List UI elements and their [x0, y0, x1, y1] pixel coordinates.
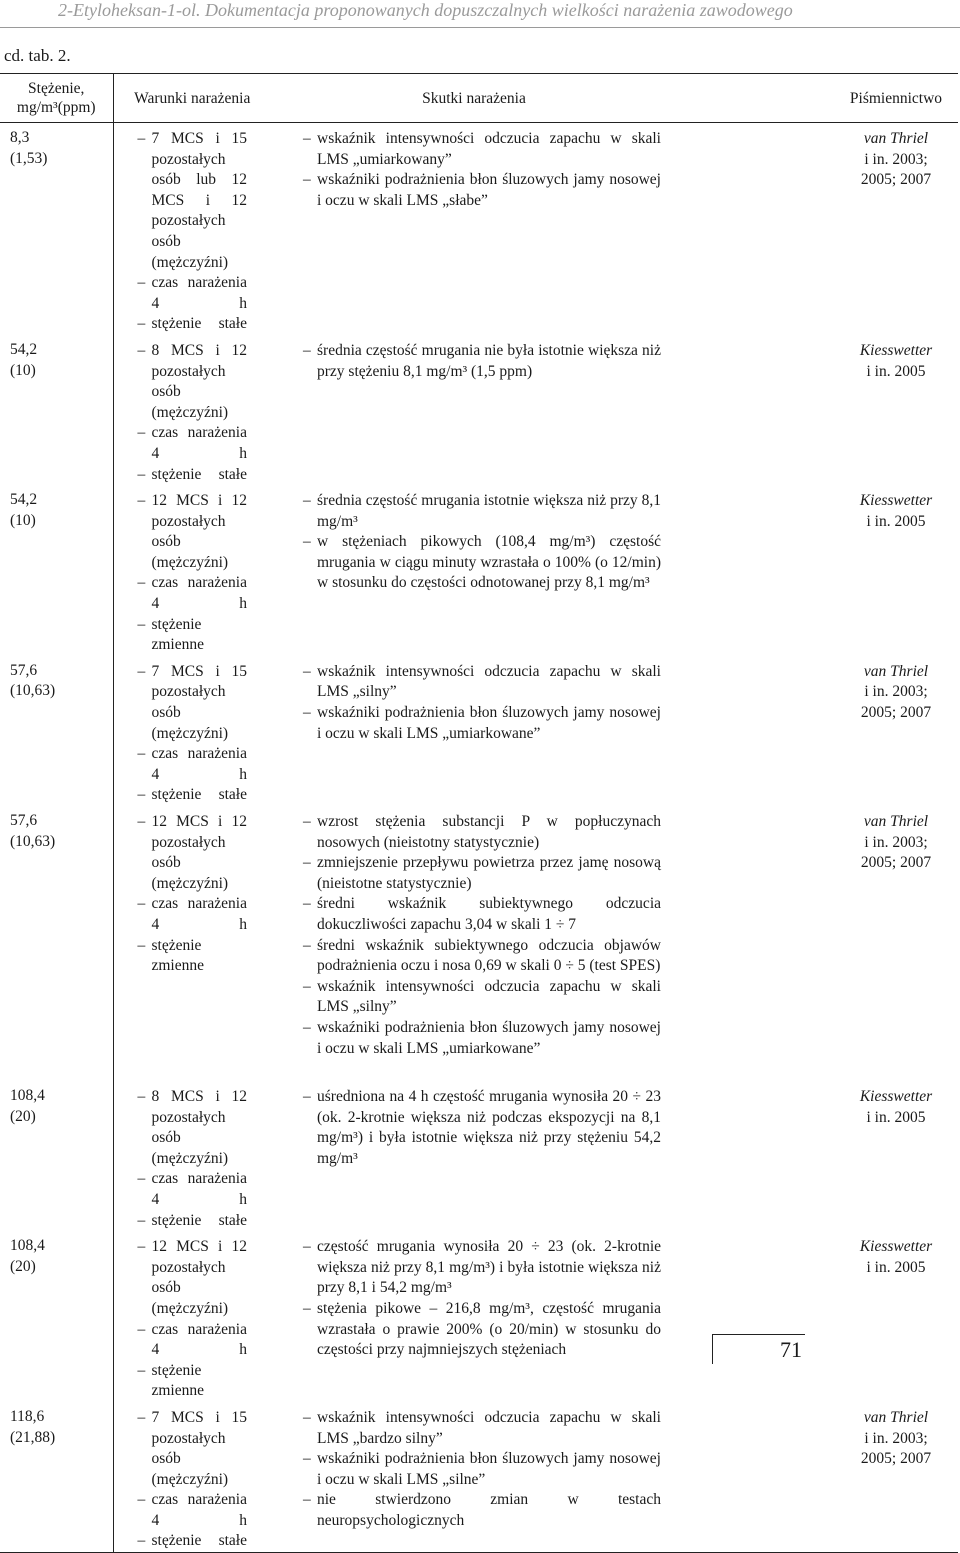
condition-text: stężenie stałe: [151, 786, 247, 804]
concentration-ppm: (10): [10, 361, 36, 379]
effect-item: [293, 1299, 661, 1361]
condition-item: [128, 1320, 248, 1361]
table-body: [0, 123, 958, 1553]
condition-text: 7 MCS i 15 pozostałych osób lub 12 MCS i 12 pozostałych osób (mężczyźni): [151, 130, 247, 271]
cell-effects: [271, 123, 677, 335]
effect-item: [293, 1449, 661, 1490]
condition-item: [128, 744, 248, 785]
dash-bullet: –: [137, 1088, 146, 1105]
effect-text: wskaźnik intensywności odczucia zapachu w skali LMS „bardzo silny”: [317, 1408, 661, 1447]
effect-text: wskaźniki podrażnienia błon śluzowych jamy nosowej i oczu w skali LMS „umiarkowane”: [317, 1018, 661, 1057]
dash-bullet: –: [137, 465, 146, 483]
dash-bullet: –: [137, 1532, 146, 1550]
effect-item: [293, 1018, 661, 1059]
condition-item: [128, 785, 248, 806]
table-row: [0, 485, 958, 656]
cell-concentration: [0, 656, 113, 806]
dash-bullet: –: [303, 895, 311, 913]
concentration-mg: 118,6: [10, 1407, 45, 1425]
effect-item: [293, 1408, 661, 1449]
cell-references: [677, 1402, 958, 1553]
condition-item: [128, 129, 248, 273]
cell-references: [677, 656, 958, 806]
dash-bullet: –: [303, 1491, 311, 1509]
cell-conditions: [113, 1081, 271, 1231]
effect-item: [293, 812, 661, 853]
header-conditions: Warunki narażenia: [113, 74, 271, 123]
dash-bullet: –: [137, 424, 146, 442]
dash-bullet: –: [303, 813, 311, 830]
condition-text: 12 MCS i 12 pozostałych osób (mężczyźni): [151, 813, 247, 892]
effect-item: [293, 129, 661, 170]
reference-author: Kiesswetter: [859, 1088, 933, 1105]
effect-text: wskaźnik intensywności odczucia zapachu w skali LMS „silny”: [317, 977, 661, 1016]
cell-concentration: [0, 485, 113, 656]
dash-bullet: –: [137, 341, 146, 359]
effect-item: [293, 662, 661, 703]
condition-item: [128, 573, 248, 614]
dash-bullet: –: [137, 574, 146, 592]
condition-text: czas narażenia 4 h: [151, 1320, 247, 1359]
reference-year: i in. 2005: [866, 512, 926, 530]
condition-item: [128, 491, 248, 573]
concentration-ppm: (20): [10, 1107, 36, 1125]
effect-text: wskaźnik intensywności odczucia zapachu w skali LMS „umiarkowany”: [317, 130, 661, 168]
cell-effects: [271, 485, 677, 656]
reference-year: i in. 2003;: [864, 150, 928, 168]
condition-text: stężenie stałe: [151, 1211, 247, 1229]
effect-item: [293, 532, 661, 594]
reference-author: Kiesswetter: [859, 492, 933, 510]
dash-bullet: –: [137, 1320, 146, 1338]
dash-bullet: –: [303, 854, 311, 872]
condition-text: 7 MCS i 15 pozostałych osób (mężczyźni): [151, 662, 247, 742]
dash-bullet: –: [303, 1018, 311, 1036]
cell-conditions: [113, 806, 271, 1081]
dash-bullet: –: [137, 274, 146, 292]
dash-bullet: –: [137, 936, 146, 954]
cell-conditions: [113, 485, 271, 656]
condition-item: [128, 1408, 248, 1490]
cell-references: [677, 123, 958, 335]
condition-text: czas narażenia 4 h: [151, 1170, 247, 1208]
condition-item: [128, 662, 248, 744]
concentration-ppm: (10): [10, 511, 36, 529]
cell-effects: [271, 335, 677, 485]
cell-concentration: [0, 806, 113, 1081]
effect-item: [293, 703, 661, 744]
cell-conditions: [113, 335, 271, 485]
concentration-ppm: (20): [10, 1257, 36, 1275]
header-concentration-line2: mg/m³(ppm): [16, 99, 96, 116]
condition-item: [128, 423, 248, 464]
effect-item: [293, 894, 661, 935]
cell-references: [677, 1081, 958, 1231]
effect-text: wskaźnik intensywności odczucia zapachu w skali LMS „silny”: [317, 662, 661, 701]
condition-item: [128, 1531, 248, 1552]
condition-item: [128, 1361, 248, 1402]
table-row: [0, 123, 958, 335]
condition-text: 7 MCS i 15 pozostałych osób (mężczyźni): [151, 1408, 247, 1488]
dash-bullet: –: [137, 1491, 146, 1509]
reference-author: van Thriel: [863, 662, 929, 680]
cell-conditions: [113, 1231, 271, 1402]
effect-text: średni wskaźnik subiektywnego odczucia dokuczliwości zapachu 3,04 w skali 1 ÷ 7: [317, 895, 661, 933]
header-rule: [0, 27, 960, 28]
condition-text: 12 MCS i 12 pozostałych osób (mężczyźni): [151, 492, 247, 571]
concentration-mg: 8,3: [10, 129, 30, 146]
concentration-ppm: (21,88): [10, 1428, 56, 1446]
concentration-ppm: (1,53): [10, 149, 48, 167]
condition-text: stężenie stałe: [151, 465, 247, 483]
dash-bullet: –: [303, 662, 311, 680]
condition-text: stężenie zmienne: [151, 1361, 205, 1400]
effect-text: częstość mrugania wynosiła 20 ÷ 23 (ok. 2-krotnie większa niż przy 8,1 mg/m³) i była istotnie większa niż przy 8,1 i 54,2 mg/m³: [317, 1238, 661, 1297]
header-references: [677, 74, 958, 123]
condition-text: stężenie zmienne: [151, 615, 205, 654]
header-concentration-line1: Stężenie,: [28, 80, 85, 97]
condition-item: [128, 273, 248, 314]
dash-bullet: –: [303, 1238, 311, 1256]
effect-item: [293, 491, 661, 532]
effect-text: nie stwierdzono zmian w testach neuropsychologicznych: [317, 1491, 661, 1529]
condition-item: [128, 1490, 248, 1531]
condition-item: [128, 936, 248, 977]
condition-item: [128, 615, 248, 656]
dash-bullet: –: [137, 1408, 146, 1426]
cell-conditions: [113, 656, 271, 806]
effect-item: [293, 1237, 661, 1299]
condition-item: [128, 341, 248, 423]
header-concentration: [0, 74, 113, 123]
effect-text: stężenia pikowe – 216,8 mg/m³, częstość mrugania wzrastała o prawie 200% (o 20/min) w stosunku do częstości przy najmniejszych stężeniach: [317, 1299, 661, 1359]
condition-text: stężenie stałe: [151, 315, 247, 333]
concentration-mg: 54,2: [10, 491, 38, 509]
dash-bullet: –: [137, 1238, 146, 1256]
cell-effects: [271, 1231, 677, 1402]
reference-year: i in. 2005: [866, 1108, 926, 1126]
concentration-mg: 108,4: [10, 1237, 45, 1255]
condition-text: stężenie zmienne: [151, 936, 205, 975]
table-row: [0, 335, 958, 485]
cell-conditions: [113, 123, 271, 335]
condition-text: czas narażenia 4 h: [151, 424, 247, 462]
table-caption: cd. tab. 2.: [4, 46, 71, 65]
cell-references: [677, 485, 958, 656]
dash-bullet: –: [137, 895, 146, 913]
page-number: [712, 1334, 805, 1364]
condition-text: czas narażenia 4 h: [151, 895, 247, 933]
table-header-row: [0, 74, 958, 123]
reference-year: 2005; 2007: [860, 171, 932, 189]
dash-bullet: –: [303, 1450, 311, 1468]
effect-text: wskaźniki podrażnienia błon śluzowych jamy nosowej i oczu w skali LMS „silne”: [317, 1450, 661, 1488]
dash-bullet: –: [137, 1361, 146, 1379]
page-number-text: 71: [780, 1337, 802, 1362]
effect-item: [293, 170, 661, 211]
reference-year: i in. 2003;: [864, 1429, 928, 1447]
effect-text: zmniejszenie przepływu powietrza przez jamę nosową (nieistotne statystycznie): [317, 854, 661, 892]
dash-bullet: –: [303, 1299, 311, 1317]
concentration-ppm: (10,63): [10, 682, 56, 700]
effect-text: uśredniona na 4 h częstość mrugania wynosiła 20 ÷ 23 (ok. 2-krotnie większa niż podczas ekspozycji na 8,1 mg/m³) i była istotnie większa niż przy stężeniu 54,2 mg/m³: [317, 1088, 661, 1167]
header-references-label: Piśmiennictwo: [849, 89, 943, 107]
effect-text: w stężeniach pikowych (108,4 mg/m³) częstość mrugania w ciągu minuty wzrastała o 100% (o 12/min) w stosunku do częstości odnotowanej przy 8,1 mg/m³: [317, 533, 661, 592]
table-row: [0, 1402, 958, 1553]
dash-bullet: –: [303, 936, 311, 954]
effect-text: średni wskaźnik subiektywnego odczucia objawów podrażnienia oczu i nosa 0,69 w skali 0 ÷ 5 (test SPES): [317, 936, 661, 975]
dash-bullet: –: [137, 786, 146, 804]
dash-bullet: –: [137, 662, 146, 680]
cell-concentration: [0, 335, 113, 485]
condition-item: [128, 1087, 248, 1169]
exposure-table: [0, 73, 958, 1553]
table-row: [0, 806, 958, 1081]
reference-author: Kiesswetter: [859, 341, 933, 359]
condition-text: czas narażenia 4 h: [151, 574, 247, 613]
dash-bullet: –: [303, 1088, 311, 1105]
reference-year: i in. 2003;: [864, 833, 928, 851]
effect-text: wskaźniki podrażnienia błon śluzowych jamy nosowej i oczu w skali LMS „słabe”: [317, 171, 661, 209]
cell-effects: [271, 656, 677, 806]
effect-item: [293, 936, 661, 977]
effect-text: średnia częstość mrugania istotnie większa niż przy 8,1 mg/m³: [317, 492, 661, 530]
condition-text: 8 MCS i 12 pozostałych osób (mężczyźni): [151, 1088, 247, 1167]
condition-item: [128, 1169, 248, 1210]
condition-item: [128, 1237, 248, 1319]
cell-concentration: [0, 1402, 113, 1553]
dash-bullet: –: [303, 977, 311, 995]
effect-text: wskaźniki podrażnienia błon śluzowych jamy nosowej i oczu w skali LMS „umiarkowane”: [317, 704, 661, 742]
reference-year: 2005; 2007: [860, 704, 932, 722]
condition-text: czas narażenia 4 h: [151, 274, 247, 312]
cell-effects: [271, 1081, 677, 1231]
condition-text: stężenie stałe: [151, 1532, 247, 1550]
dash-bullet: –: [303, 130, 311, 147]
dash-bullet: –: [303, 171, 311, 189]
reference-author: van Thriel: [863, 130, 929, 147]
effect-item: [293, 1087, 661, 1169]
cell-references: [677, 1231, 958, 1402]
condition-item: [128, 1211, 248, 1232]
dash-bullet: –: [303, 533, 311, 551]
cell-concentration: [0, 1231, 113, 1402]
condition-text: 12 MCS i 12 pozostałych osób (mężczyźni): [151, 1238, 247, 1317]
effect-item: [293, 341, 661, 382]
reference-author: van Thriel: [863, 1408, 929, 1426]
dash-bullet: –: [303, 704, 311, 722]
cell-effects: [271, 1402, 677, 1553]
concentration-mg: 57,6: [10, 812, 38, 829]
dash-bullet: –: [137, 492, 146, 510]
reference-year: i in. 2005: [866, 362, 926, 380]
condition-item: [128, 465, 248, 486]
condition-text: czas narażenia 4 h: [151, 1491, 247, 1529]
condition-text: czas narażenia 4 h: [151, 745, 247, 783]
effect-item: [293, 1490, 661, 1531]
condition-item: [128, 812, 248, 894]
reference-year: i in. 2003;: [864, 683, 928, 701]
dash-bullet: –: [137, 130, 146, 147]
concentration-mg: 57,6: [10, 661, 38, 679]
concentration-mg: 108,4: [10, 1087, 45, 1104]
effect-text: wzrost stężenia substancji P w popłuczynach nosowych (nieistotny statystycznie): [317, 813, 661, 851]
concentration-mg: 54,2: [10, 340, 38, 358]
table-row: [0, 656, 958, 806]
reference-year: i in. 2005: [866, 1258, 926, 1276]
cell-references: [677, 806, 958, 1081]
dash-bullet: –: [137, 315, 146, 333]
reference-author: Kiesswetter: [859, 1238, 933, 1256]
cell-conditions: [113, 1402, 271, 1553]
condition-text: 8 MCS i 12 pozostałych osób (mężczyźni): [151, 341, 247, 421]
cell-concentration: [0, 123, 113, 335]
dash-bullet: –: [303, 492, 311, 510]
reference-year: 2005; 2007: [860, 1450, 932, 1468]
condition-item: [128, 314, 248, 335]
dash-bullet: –: [137, 1170, 146, 1188]
condition-item: [128, 894, 248, 935]
cell-effects: [271, 806, 677, 1081]
effect-item: [293, 977, 661, 1018]
running-head: 2-Etyloheksan-1-ol. Dokumentacja proponowanych dopuszczalnych wielkości narażenia zawodowego: [58, 0, 793, 20]
effect-text: średnia częstość mrugania nie była istotnie większa niż przy stężeniu 8,1 mg/m³ (1,5 ppm): [317, 341, 661, 380]
table-row: [0, 1231, 958, 1402]
dash-bullet: –: [303, 1408, 311, 1426]
cell-references: [677, 335, 958, 485]
cell-concentration: [0, 1081, 113, 1231]
header-effects: Skutki narażenia: [271, 74, 677, 123]
dash-bullet: –: [137, 615, 146, 633]
reference-year: 2005; 2007: [860, 854, 932, 872]
dash-bullet: –: [137, 745, 146, 763]
concentration-ppm: (10,63): [10, 832, 56, 850]
table-row: [0, 1081, 958, 1231]
effect-item: [293, 853, 661, 894]
reference-author: van Thriel: [863, 813, 929, 830]
dash-bullet: –: [303, 341, 311, 359]
dash-bullet: –: [137, 813, 146, 830]
dash-bullet: –: [137, 1211, 146, 1229]
